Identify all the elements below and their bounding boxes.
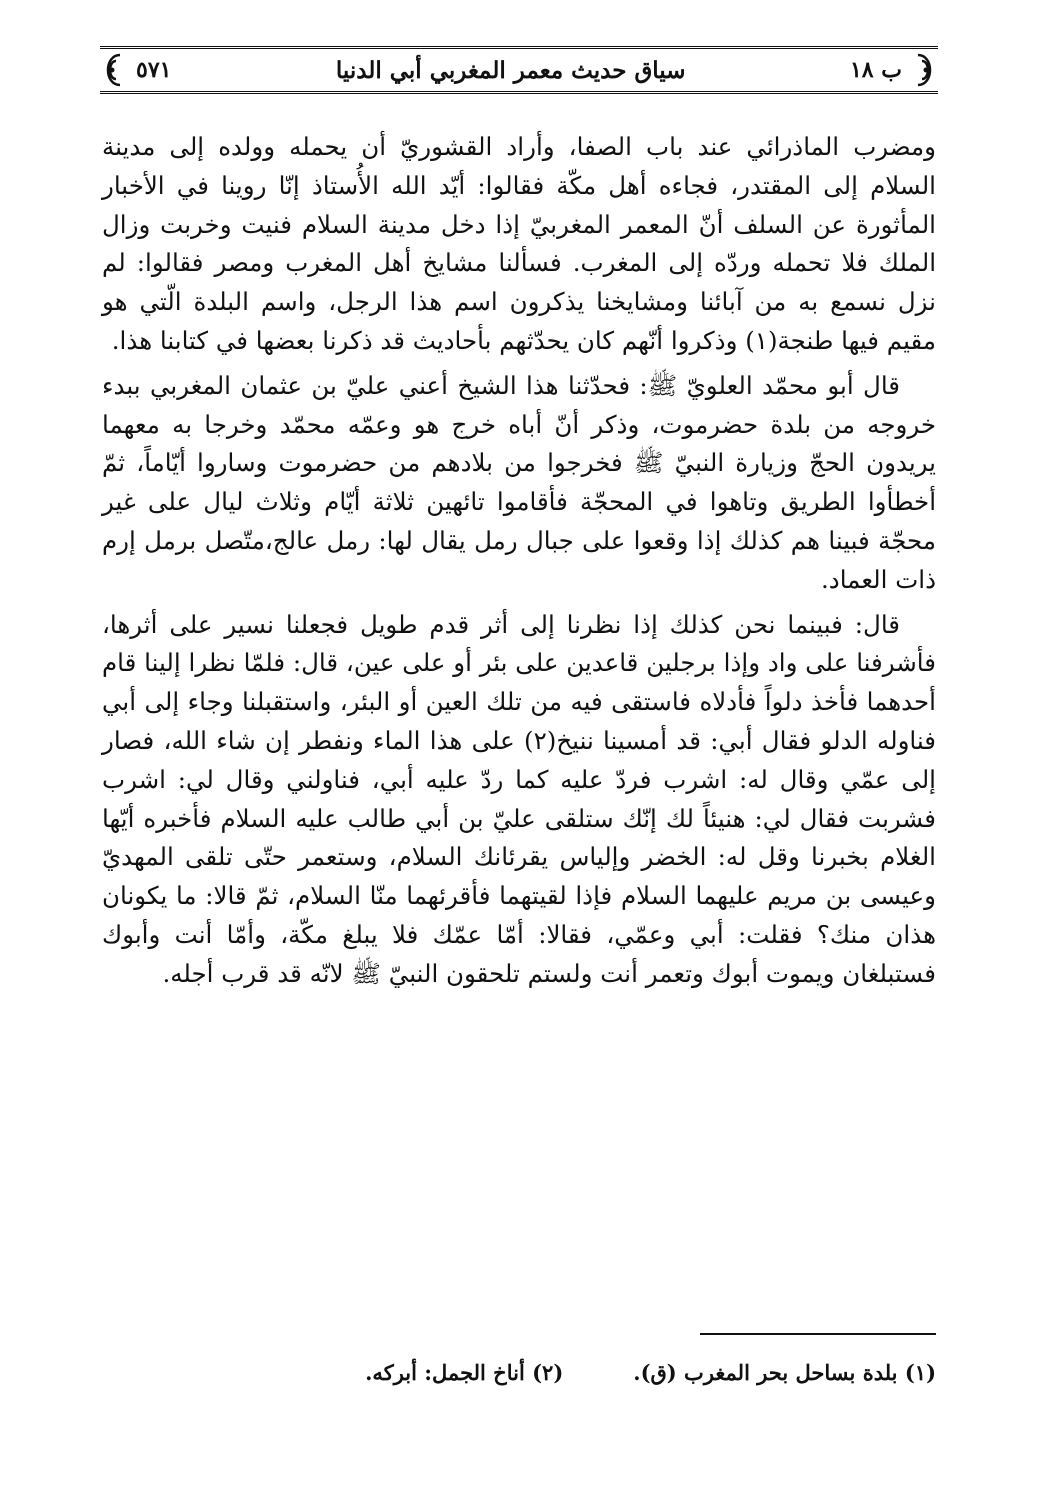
footnote-1: (١) بلدة بساحل بحر المغرب (ق).: [633, 1360, 936, 1385]
paragraph-1: ومضرب الماذرائي عند باب الصفا، وأراد القشوريّ أن يحمله وولده إلى مدينة السلام إلى المقتدر، فجاءه أهل مكّة فقالوا: أيّد الله الأُستاذ إنّا روينا في الأخبار المأثورة عن السلف أنّ المعمر المغربيّ إذا دخل مدينة السلام فنيت وخربت وزال الملك فلا تحمله وردّه إلى المغرب. فسألنا مشايخ أهل المغرب ومصر فقالوا: لم نزل نسمع به من آبائنا ومشايخنا يذكرون اسم هذا الرجل، واسم البلدة الّتي هو مقيم فيها طنجة(١) وذكروا أنّهم كان يحدّثهم بأحاديث قد ذكرنا بعضها في كتابنا هذا.: [102, 132, 936, 355]
chapter-label: ب ١٨: [849, 57, 902, 83]
ornament-icon: [912, 53, 940, 87]
footnotes: [300, 1360, 936, 1385]
ornament-icon: [98, 53, 126, 87]
body-text: [102, 128, 936, 994]
paragraph-2: قال أبو محمّد العلويّ ﷺ: فحدّثنا هذا الشيخ أعني عليّ بن عثمان المغربي ببدء خروجه من بلدة حضرموت، وذكر أنّ أباه خرج هو وعمّه محمّد وخرجا به معهما يريدون الحجّ وزيارة النبيّ ﷺ فخرجوا من بلادهم من حضرموت وساروا أيّاماً، ثمّ أخطأوا الطريق وتاهوا في المحجّة فأقاموا تائهين ثلاثة أيّام وثلاث ليال على غير محجّة فبينا هم كذلك إذا وقعوا على جبال رمل يقال لها: رمل عالج،متّصل برمل إرم ذات العماد.: [102, 370, 936, 594]
paragraph-3: قال: فبينما نحن كذلك إذا نظرنا إلى أثر قدم طويل فجعلنا نسير على أثرها، فأشرفنا على واد وإذا برجلين قاعدين على بئر أو على عين، قال: فلمّا نظرا إلينا قام أحدهما فأخذ دلواً فأدلاه فاستقى فيه من تلك العين أو البئر، واستقبلنا وجاء إلى أبي فناوله الدلو فقال أبي: قد أمسينا ننيخ(٢) على هذا الماء ونفطر إن شاء الله، فصار إلى عمّي وقال له: اشرب فردّ عليه كما ردّ عليه أبي، فناولني وقال لي: اشرب فشربت فقال لي: هنيئاً لك إنّك ستلقى عليّ بن أبي طالب عليه السلام فأخبره أيّها الغلام بخبرنا وقل له: الخضر وإلياس يقرئانك السلام، وستعمر حتّى تلقى المهديّ وعيسى بن مريم عليهما السلام فإذا لقيتهما فأقرئهما منّا السلام، ثمّ قالا: ما يكونان هذان منك؟ فقلت: أبي وعمّي، فقالا: أمّا عمّك فلا يبلغ مكّة، وأمّا أنت وأبوك فستبلغان ويموت أبوك وتعمر أنت ولستم تلحقون النبيّ ﷺ لانّه قد قرب أجله.: [102, 609, 936, 988]
running-title: سياق حديث معمر المغربي أبي الدنيا: [335, 56, 686, 84]
footnote-2: (٢) أناخ الجمل: أبركه.: [365, 1360, 564, 1385]
footnote-separator: [700, 1333, 936, 1335]
page-number: ٥٧١: [136, 57, 172, 83]
running-header: [100, 46, 938, 94]
